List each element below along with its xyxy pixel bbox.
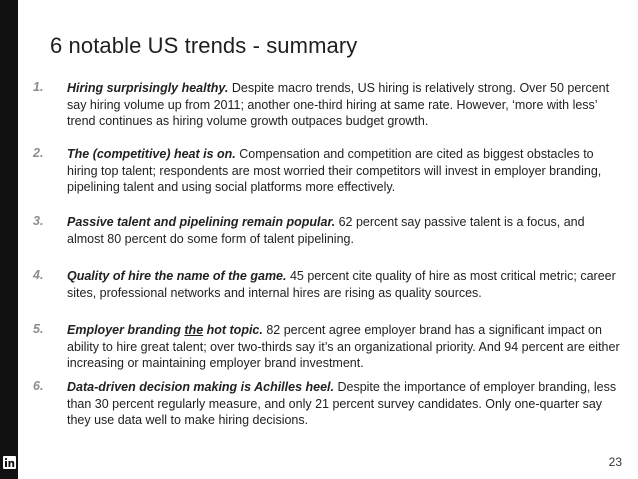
item-lead: The (competitive) heat is on. <box>67 147 236 161</box>
item-lead: Passive talent and pipelining remain popular. <box>67 215 336 229</box>
item-text <box>67 80 623 130</box>
item-lead: Data-driven decision making is Achilles heel. <box>67 380 334 394</box>
linkedin-icon <box>3 456 16 469</box>
item-number: 3. <box>33 214 44 228</box>
item-number: 1. <box>33 80 44 94</box>
item-text <box>67 322 623 372</box>
item-lead-post: hot topic. <box>203 323 263 337</box>
item-number: 2. <box>33 146 44 160</box>
item-lead: Quality of hire the name of the game. <box>67 269 287 283</box>
item-text <box>67 268 623 301</box>
item-number: 6. <box>33 379 44 393</box>
item-body: 45 percent cite quality of hire as most critical metric; career sites, professional networks and internal hires are rising as quality sources. <box>67 269 616 300</box>
left-sidebar-bar <box>0 0 18 479</box>
page-title: 6 notable US trends - summary <box>50 33 358 58</box>
item-body: 62 percent say passive talent is a focus, and almost 80 percent do some form of talent pipelining. <box>67 215 585 246</box>
item-text <box>67 214 623 247</box>
item-body: Compensation and competition are cited as biggest obstacles to hiring top talent; respondents are most worried their competitors will invest in employer branding, pipelining talent and using social platforms more effectively. <box>67 147 602 194</box>
item-lead-pre: Employer branding <box>67 323 185 337</box>
item-body: Despite macro trends, US hiring is relatively strong. Over 50 percent say hiring volume up from 2011; another one-third hiring at same rate. However, ‘more with less’ trend continues as hiring volume growth outpaces budget growth. <box>67 81 610 128</box>
item-body: 82 percent agree employer brand has a significant impact on ability to hire great talent; over two-thirds say it’s an organizational priority. And 94 percent are either increasing or maintaining employer brand investment. <box>67 323 620 370</box>
page-number: 23 <box>608 455 622 469</box>
item-lead <box>67 323 263 337</box>
item-lead-underlined: the <box>184 323 204 337</box>
item-number: 4. <box>33 268 44 282</box>
item-text <box>67 146 623 196</box>
item-text <box>67 379 623 429</box>
item-body: Despite the importance of employer branding, less than 30 percent regularly measure, and only 21 percent survey candidates. Only one-quarter say they use data well to make hiring decisions. <box>67 380 617 427</box>
item-lead: Hiring surprisingly healthy. <box>67 81 229 95</box>
item-number: 5. <box>33 322 44 336</box>
